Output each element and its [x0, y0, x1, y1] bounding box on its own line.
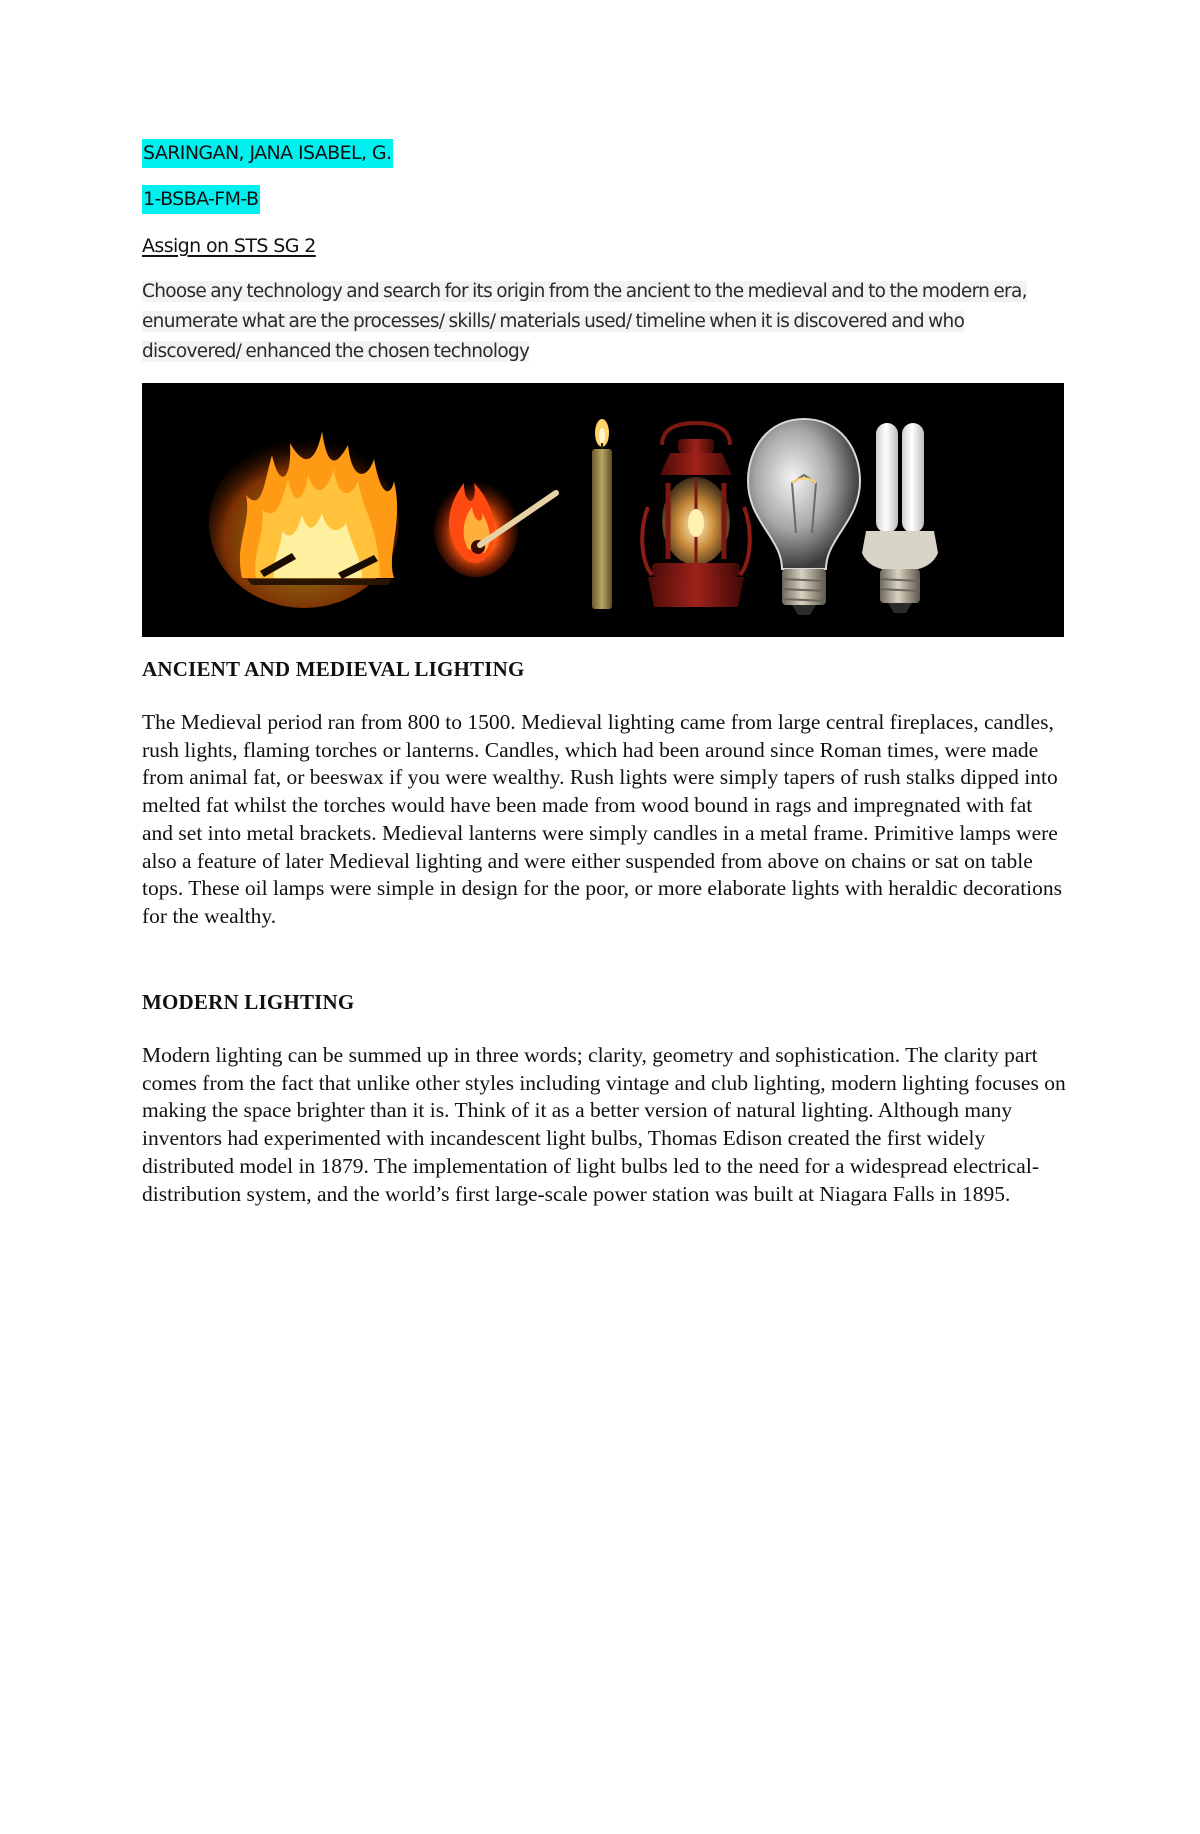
section-body-modern: Modern lighting can be summed up in three words; clarity, geometry and sophistication. The clarity part comes from the fact that unlike other styles including vintage and club lighting, modern lighting focuses on making the space brighter than it is. Think of it as a better version of natural lighting. Although many inventors had experimented with incandescent light bulbs, Thomas Edison created the first widely distributed model in 1879. The implementation of light bulbs led to the need for a widespread electrical-distribution system, and the world’s first large-scale power station was built at Niagara Falls in 1895.	[142, 1043, 1066, 1206]
section-body-ancient: The Medieval period ran from 800 to 1500. Medieval lighting came from large central fireplaces, candles, rush lights, flaming torches or lanterns. Candles, which had been around since Roman times, were made from animal fat, or beeswax if you were wealthy. Rush lights were simply tapers of rush stalks dipped into melted fat whilst the torches would have been made from wood bound in rags and impregnated with fat and set into metal brackets. Medieval lanterns were simply candles in a metal frame. Primitive lamps were also a feature of later Medieval lighting and were either suspended from above on chains or sat on table tops. These oil lamps were simple in design for the poor, or more elaborate lights with heraldic decorations for the wealthy.	[142, 710, 1063, 928]
lighting-evolution-image	[142, 383, 1064, 637]
lanter-icon	[642, 423, 750, 607]
assignment-instructions	[142, 277, 1064, 367]
student-name	[142, 142, 393, 164]
fire-icon	[209, 431, 399, 608]
instructions-text: Choose any technology and search for its origin from the ancient to the medieval and to the modern era, enumerate what are the processes/ skills/ materials used/ timeline when it is discovered and who discovered/ enhanced the chosen technology	[142, 281, 1027, 362]
match-icon	[434, 481, 556, 577]
assignment-title: Assign on STS SG 2	[142, 235, 316, 257]
section-heading-modern: MODERN LIGHTING	[142, 990, 355, 1014]
lighting-evolution-svg	[142, 383, 1064, 637]
student-name-text: SARINGAN, JANA ISABEL, G.	[142, 139, 393, 168]
candle-icon	[592, 419, 612, 609]
student-section-text: 1-BSBA-FM-B	[142, 185, 260, 214]
light-bulb-icon	[748, 419, 860, 615]
cfl-bulb-icon	[862, 423, 938, 613]
student-section	[142, 188, 260, 210]
section-heading-ancient: ANCIENT AND MEDIEVAL LIGHTING	[142, 657, 525, 681]
